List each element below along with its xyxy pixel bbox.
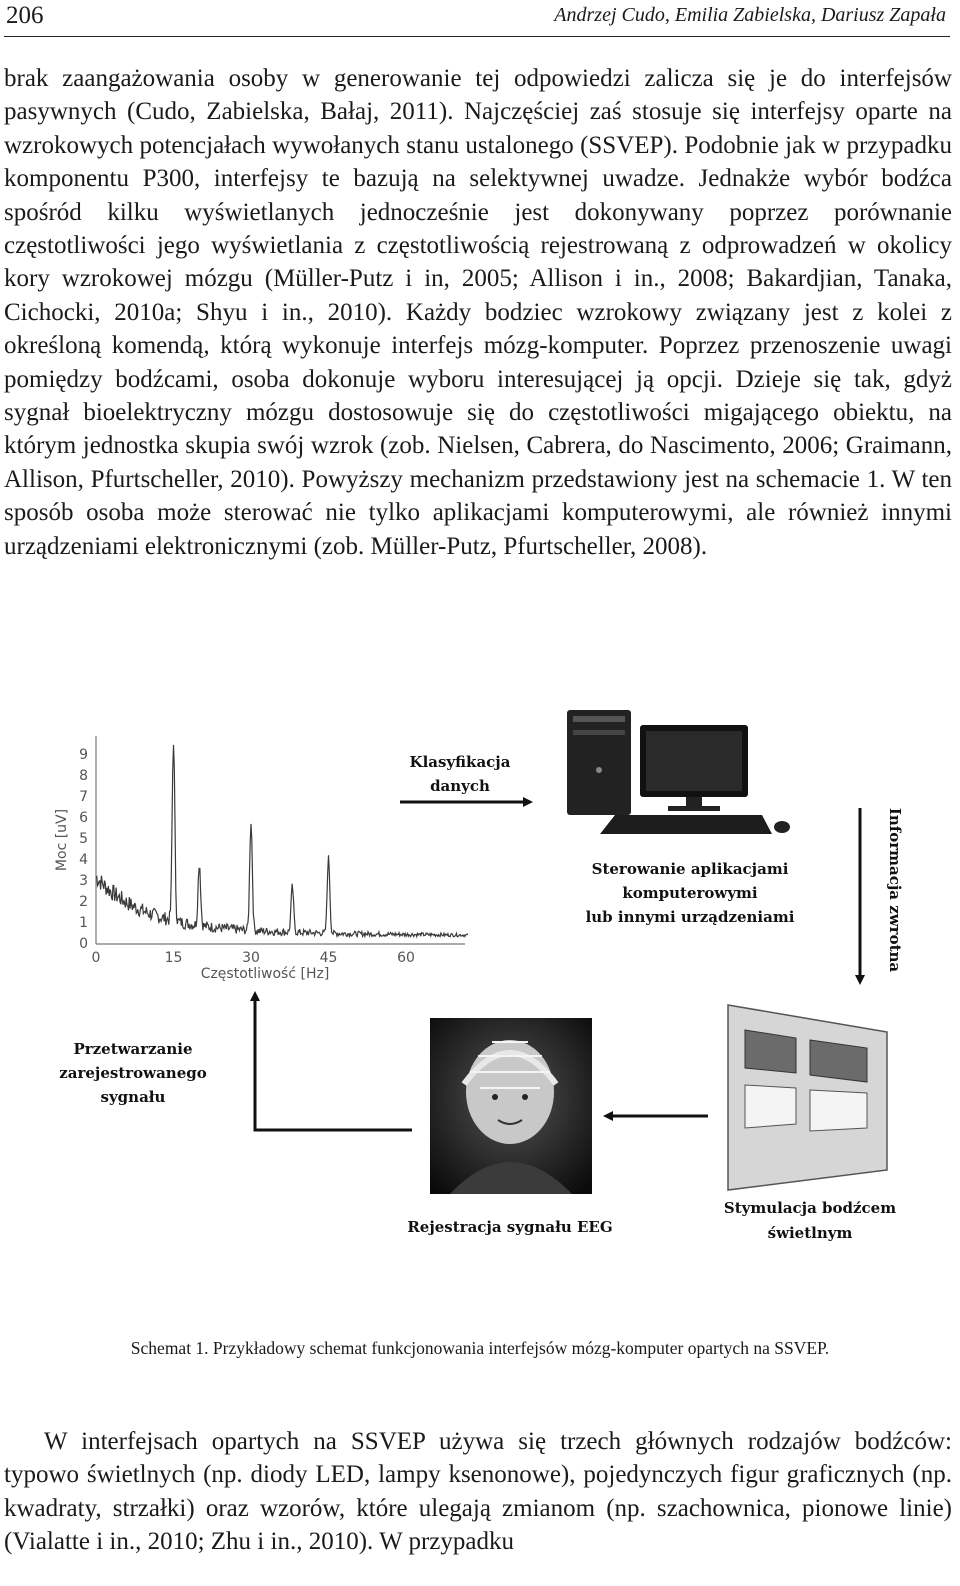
label-processing-line3: sygnału	[100, 1088, 166, 1106]
x-tick-label: 60	[397, 950, 415, 966]
label-stimulation-line2: świetlnym	[767, 1224, 853, 1242]
label-processing-line2: zarejestrowanego	[59, 1064, 207, 1082]
y-axis-ticks	[79, 747, 88, 952]
x-axis-ticks	[92, 950, 415, 966]
y-tick-label: 6	[79, 810, 88, 826]
label-stimulation-line1: Stymulacja bodźcem	[723, 1199, 897, 1217]
y-tick-label: 7	[79, 789, 88, 805]
computer-illustration	[567, 710, 790, 834]
label-processing-line1: Przetwarzanie	[73, 1040, 193, 1058]
x-tick-label: 15	[164, 950, 183, 966]
stimulation-panel	[728, 1005, 887, 1190]
y-tick-label: 8	[79, 768, 88, 784]
y-tick-label: 5	[79, 831, 88, 847]
page-header	[4, 0, 950, 37]
spectrum-line	[96, 745, 468, 937]
label-feedback: Informacja zwrotna	[886, 807, 904, 973]
y-tick-label: 9	[79, 747, 88, 763]
y-tick-label: 1	[79, 915, 88, 931]
figure-caption: Schemat 1. Przykładowy schemat funkcjonowania interfejsów mózg-komputer opartych na SSVEP.	[130, 1338, 830, 1358]
y-axis-label: Moc [uV]	[54, 808, 70, 872]
label-control-line1: Sterowanie aplikacjami	[591, 860, 789, 878]
label-eeg: Rejestracja sygnału EEG	[407, 1218, 613, 1236]
y-tick-label: 0	[79, 936, 88, 952]
y-tick-label: 4	[79, 852, 88, 868]
paragraph-1: brak zaangażowania osoby w generowanie tej odpowiedzi zalicza się je do interfejsów pasywnych (Cudo, Zabielska, Bałaj, 2011). Najczęściej zaś stosuje się interfejsy oparte na wzrokowych potencjałach wywołanych stanu ustalonego (SSVEP). Podobnie jak w przypadku komponentu P300, interfejsy te bazują na selektywnej uwadze. Jednakże wybór bodźca spośród kilku wyświetlanych jednocześnie jest dokonywany poprzez porównanie częstotliwości jego wyświetlania z częstotliwością rejestrowaną z odprowadzeń w okolicy kory wzrokowej mózgu (Müller-Putz i in, 2005; Allison i in., 2008; Bakardjian, Tanaka, Cichocki, 2010a; Shyu i in., 2010). Każdy bodziec wzrokowy związany jest z kolei z określoną komendą, którą wykonuje interfejs mózg-komputer. Poprzez przenoszenie uwagi pomiędzy bodźcami, osoba dokonuje wyboru interesującej ją opcji. Dzieje się tak, gdyż sygnał bioelektryczny mózgu dostosowuje się do częstotliwości migającego obiektu, na którym jednostka skupia swój wzrok (zob. Nielsen, Cabrera, do Nascimento, 2006; Graimann, Allison, Pfurtscheller, 2010). Powyższy mechanizm przedstawiony jest na schemacie 1. W ten sposób osoba może sterować nie tylko aplikacjami komputerowymi, ale również innymi urządzeniami elektronicznymi (zob. Müller-Putz, Pfurtscheller, 2008).	[4, 65, 952, 560]
x-tick-label: 30	[242, 950, 260, 966]
running-head-authors: Andrzej Cudo, Emilia Zabielska, Dariusz Zapała	[554, 4, 946, 26]
label-classification-line1: Klasyfikacja	[409, 753, 511, 771]
y-tick-label: 3	[79, 873, 88, 889]
label-classification-line2: danych	[430, 777, 490, 795]
label-control-line3: lub innymi urządzeniami	[585, 908, 795, 926]
y-tick-label: 2	[79, 894, 88, 910]
x-tick-label: 0	[91, 950, 101, 966]
arrow-to-processing	[255, 996, 412, 1130]
x-tick-label: 45	[319, 950, 338, 966]
ssvep-schema-figure	[40, 700, 940, 1300]
x-axis-label: Częstotliwość [Hz]	[200, 966, 330, 982]
eeg-recording-photo	[430, 1018, 592, 1194]
page-number: 206	[6, 2, 44, 29]
label-control-line2: komputerowymi	[622, 884, 758, 902]
power-spectrum-plot	[54, 736, 468, 982]
paragraph-2: W interfejsach opartych na SSVEP używa się trzech głównych rodzajów bodźców: typowo świetlnych (np. diody LED, lampy ksenonowe), pojedynczych figur graficznych (np. kwadraty, strzałki) oraz wzorów, które ulegają zmianom (np. szachownica, pionowe linie) (Vialatte i in., 2010; Zhu i in., 2010). W przypadku	[4, 1428, 952, 1556]
